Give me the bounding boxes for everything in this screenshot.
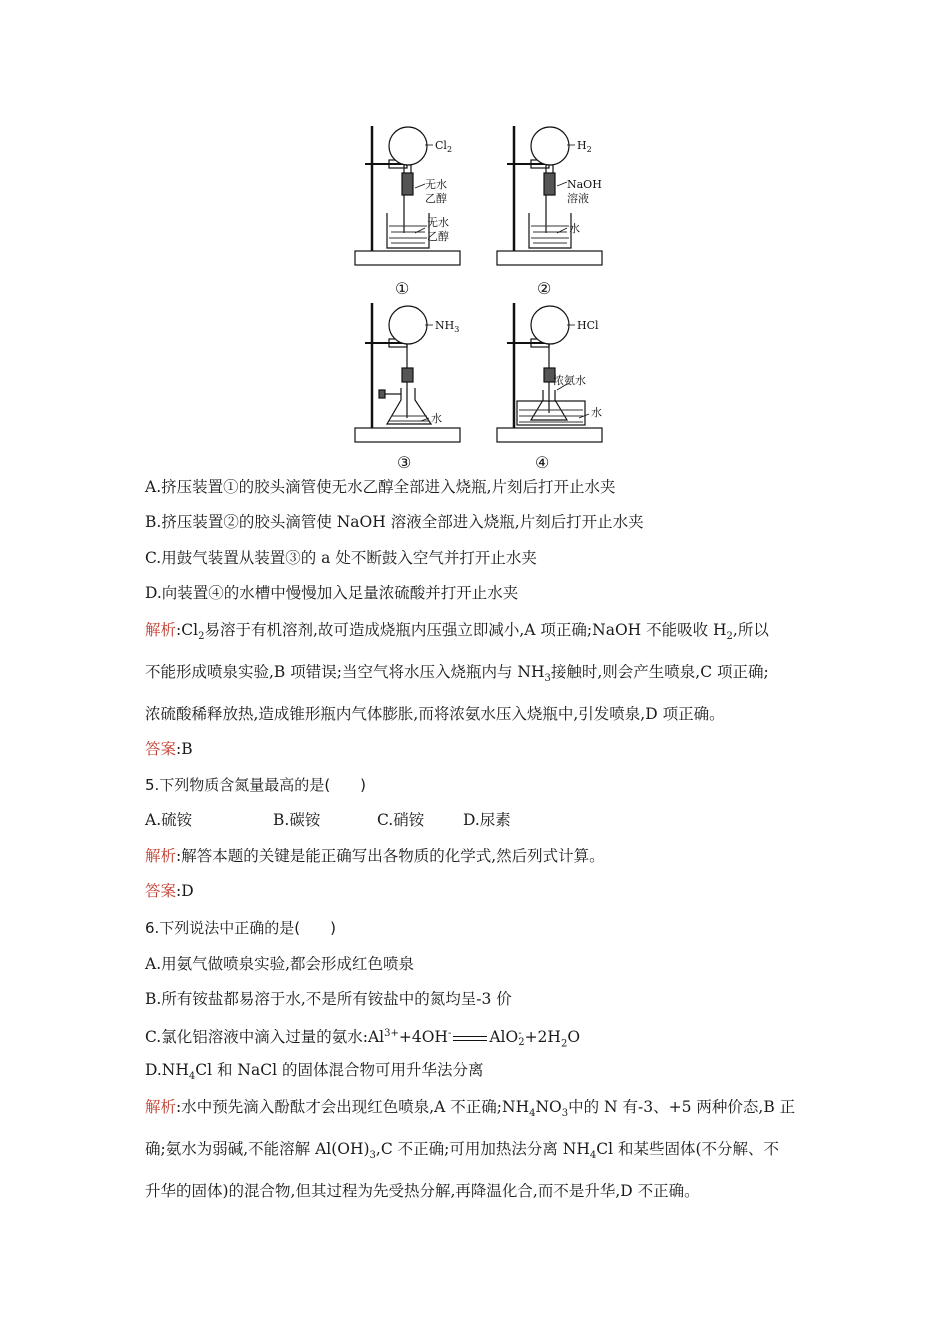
q5-option-b: B.碳铵: [273, 811, 321, 829]
apparatus-figure: [345, 118, 615, 478]
q4-option-d: D.向装置④的水槽中慢慢加入足量浓硫酸并打开止水夹: [145, 584, 519, 602]
q6-option-b: B.所有铵盐都易溶于水,不是所有铵盐中的氮均呈-3 价: [145, 990, 512, 1008]
q6-option-a: A.用氨气做喷泉实验,都会形成红色喷泉: [145, 955, 415, 973]
q4-option-c: C.用鼓气装置从装置③的 a 处不断鼓入空气并打开止水夹: [145, 549, 537, 567]
q5-option-a: A.硫铵: [145, 811, 193, 829]
q4-analysis-line-2: 不能形成喷泉实验,B 项错误;当空气将水压入烧瓶内与 $NH_3$接触时,则会产生喷泉,C 项正确;: [145, 663, 769, 685]
q5-option-d: D.尿素: [463, 811, 511, 829]
q6-option-d: $D.NH_4Cl$ 和 NaCl 的固体混合物可用升华法分离: [145, 1061, 484, 1083]
dropper-label-2a: NaOH: [567, 178, 602, 191]
q4-option-a: A.挤压装置①的胶头滴管使无水乙醇全部进入烧瓶,片刻后打开止水夹: [145, 478, 616, 496]
q4-answer: 答案:B: [145, 740, 193, 758]
q5-analysis: 解析:解答本题的关键是能正确写出各物质的化学式,然后列式计算。: [145, 847, 605, 865]
beaker-label-2: 水: [569, 222, 580, 235]
q5-options: [145, 810, 511, 830]
apparatus-number-3: ③: [397, 453, 412, 472]
dropper-label-1b: 乙醇: [425, 192, 447, 205]
beaker-label-1b: 乙醇: [427, 230, 449, 243]
answer-label: 答案: [145, 740, 177, 758]
water-label-4: 水: [591, 406, 602, 419]
q4-analysis-line-1: 解析$:Cl_2$易溶于有机溶剂,故可造成烧瓶内压强立即减小,A 项正确;NaOH 不能吸收 $H_2$,所以: [145, 621, 769, 643]
equals-arrow: [453, 1036, 487, 1041]
ammonia-label-4: 浓氨水: [553, 374, 586, 387]
q4-option-b: B.挤压装置②的胶头滴管使 NaOH 溶液全部进入烧瓶,片刻后打开止水夹: [145, 513, 644, 531]
beaker-label-1a: 无水: [427, 216, 449, 229]
q4-analysis-line-3: 浓硫酸稀释放热,造成锥形瓶内气体膨胀,而将浓氨水压入烧瓶中,引发喷泉,D 项正确。: [145, 705, 725, 723]
apparatus-number-2: ②: [537, 279, 552, 298]
q6-stem: 6.下列说法中正确的是( ): [145, 919, 337, 937]
q5-stem: 5.下列物质含氮量最高的是( ): [145, 776, 367, 794]
gas-label-4: HCl: [577, 319, 599, 332]
apparatus-number-4: ④: [535, 453, 550, 472]
gas-label-1: $Cl_2$: [435, 139, 453, 154]
q6-analysis-line-3: 升华的固体)的混合物,但其过程为先受热分解,再降温化合,而不是升华,D 不正确。: [145, 1182, 700, 1200]
gas-label-3: $NH_3$: [435, 319, 460, 334]
q6-analysis-line-2: 确;氨水为弱碱,不能溶解 $Al(OH)_3,C$ 不正确;可用加热法分离 $NH_4Cl$ 和某些固体(不分解、不: [145, 1140, 780, 1162]
apparatus-number-1: ①: [395, 279, 410, 298]
q5-option-c: C.硝铵: [377, 811, 425, 829]
dropper-label-1a: 无水: [425, 178, 447, 191]
dropper-label-2b: 溶液: [567, 192, 589, 205]
q6-analysis-line-1: 解析:水中预先滴入酚酞才会出现红色喷泉,A 不正确$;NH_4NO_3$中的 N 有-3、+5 两种价态,B 正: [145, 1098, 796, 1120]
analysis-label: 解析: [145, 621, 177, 639]
q5-answer: 答案:D: [145, 882, 194, 900]
water-label-3: 水: [431, 412, 442, 425]
gas-label-2: $H_2$: [577, 139, 592, 154]
q6-option-c: C.氯化铝溶液中滴入过量的氨水$:Al^{3+}+4OH^-$ AlO - 2 $+2H_2O$: [145, 1028, 581, 1050]
